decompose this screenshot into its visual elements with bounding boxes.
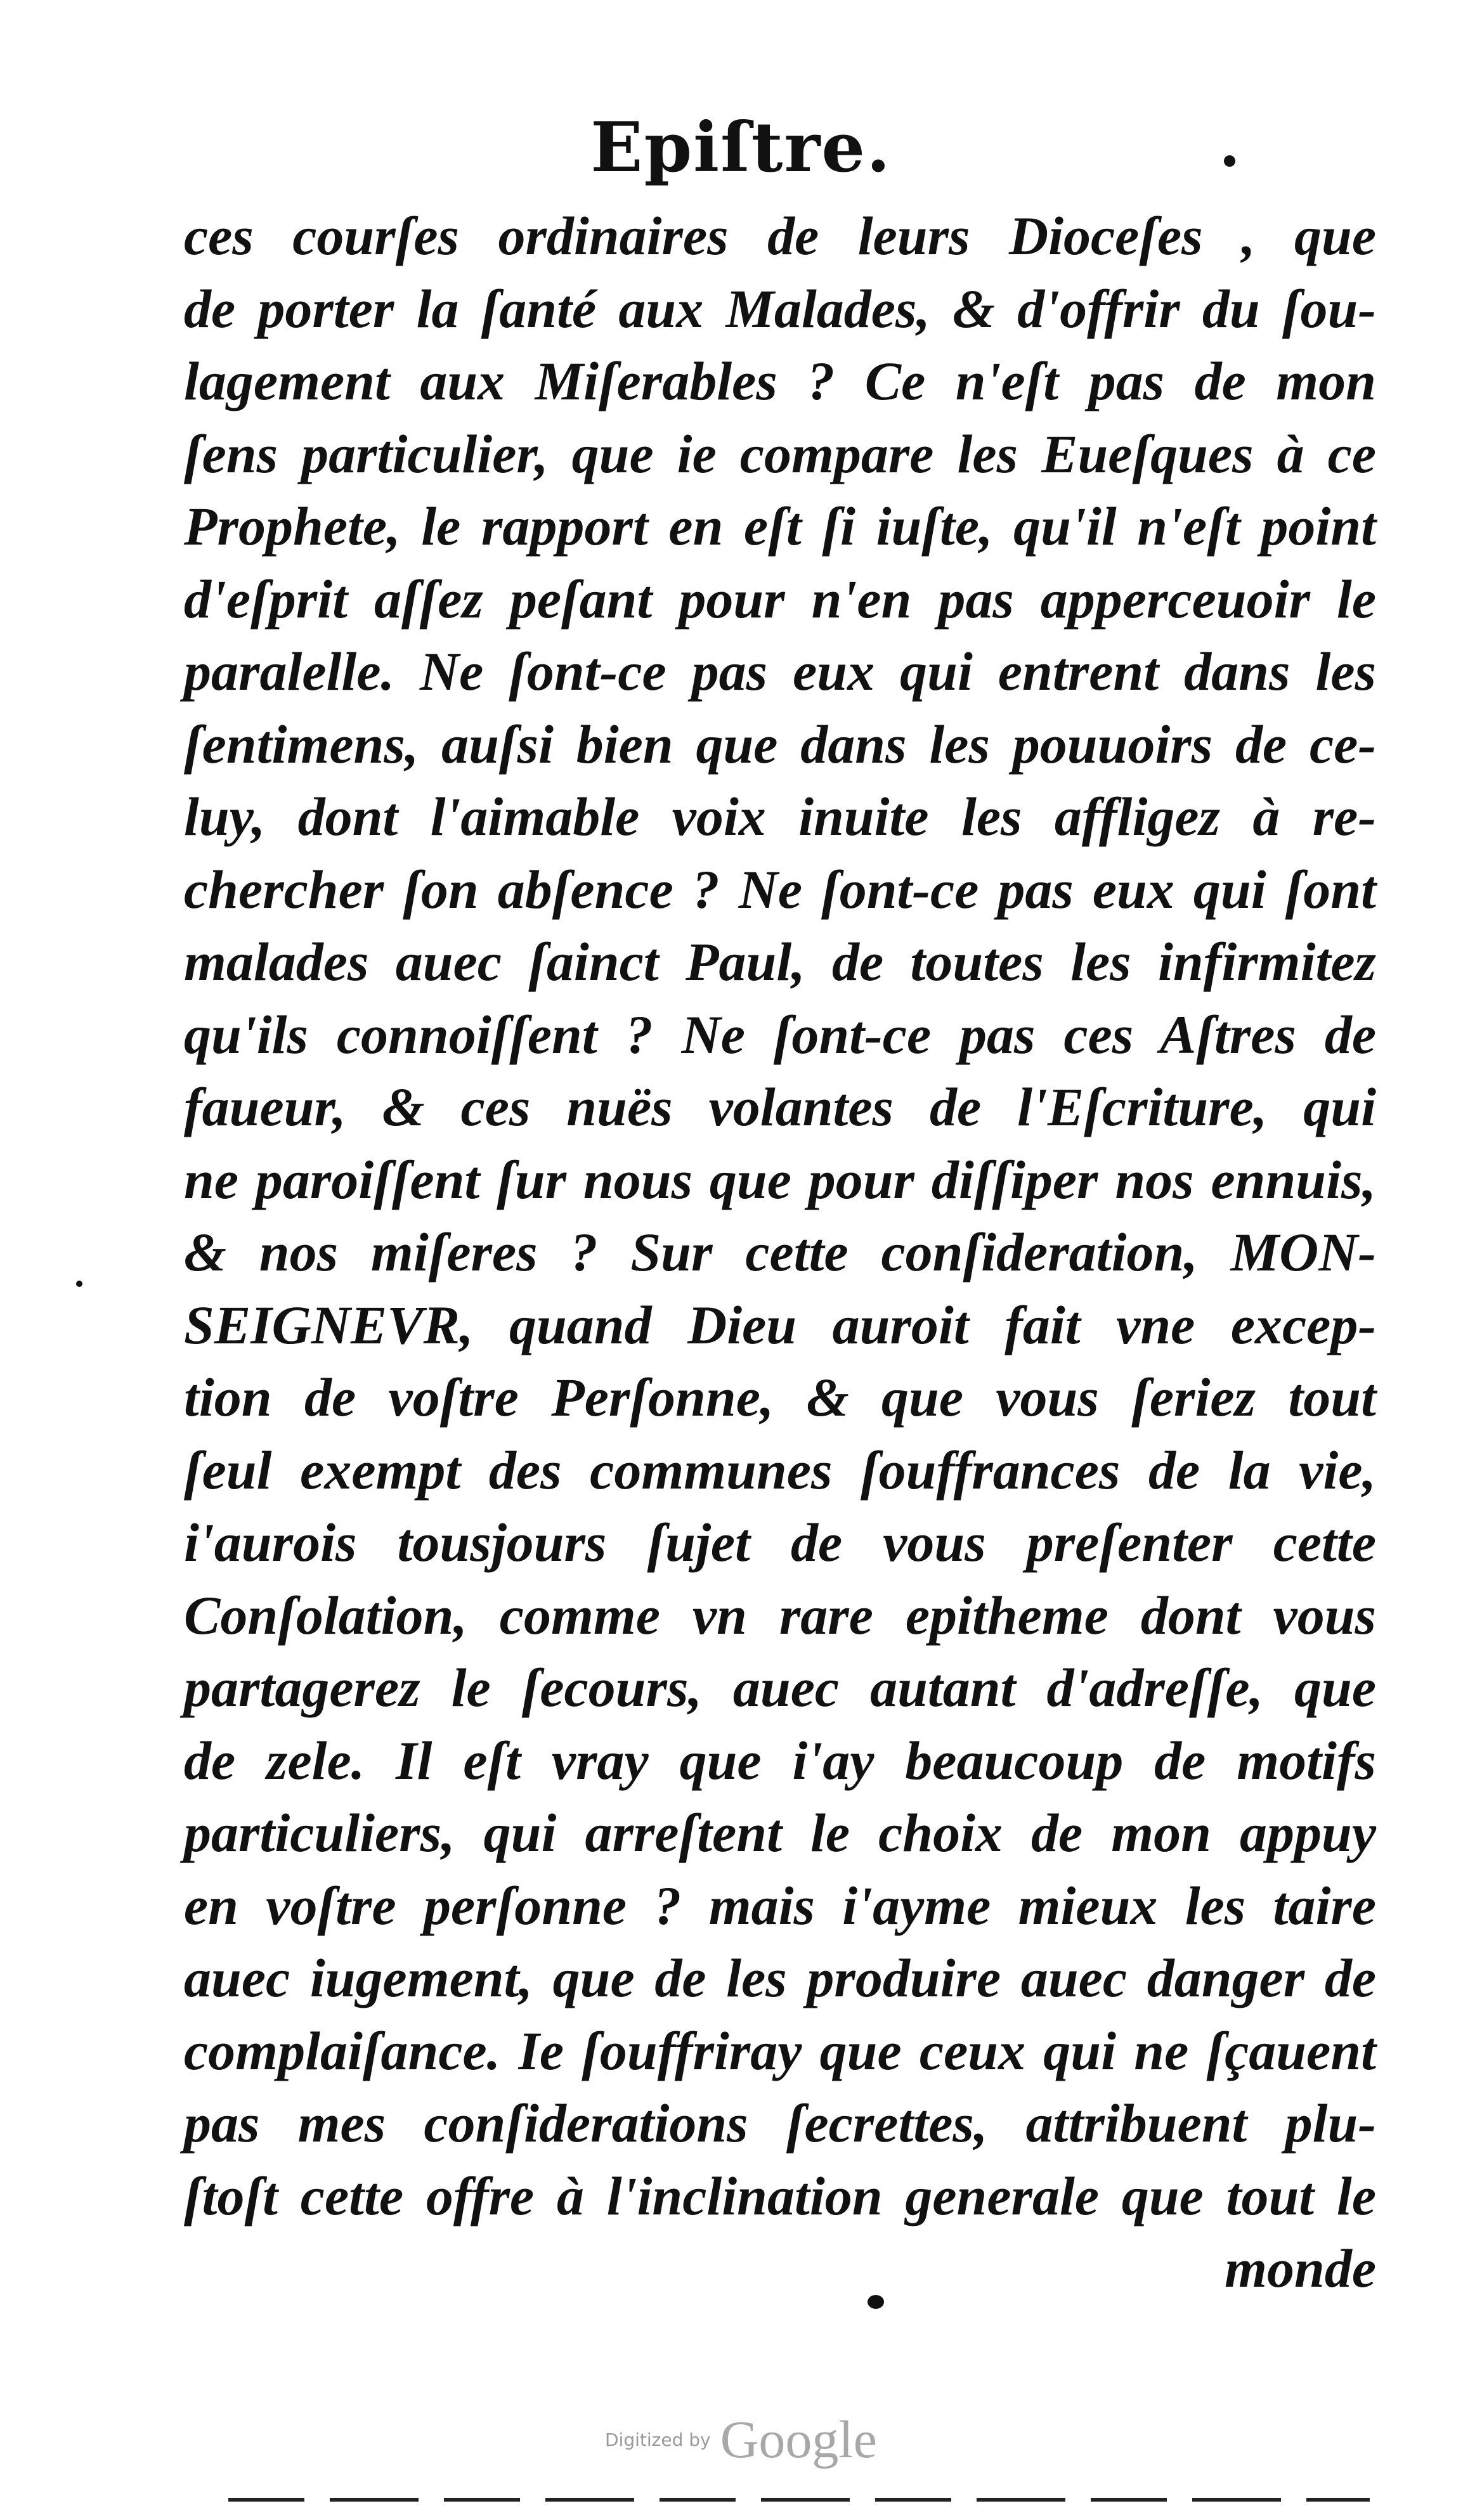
page-title: Epiſtre. (590, 108, 892, 188)
text-line: Conſolation, comme vn rare epitheme dont vous (184, 1584, 1376, 1646)
text-line: d'eſprit aſſez peſant pour n'en pas apperceuoir le (184, 568, 1376, 630)
text-line: luy, dont l'aimable voix inuite les affligez à re- (184, 786, 1376, 847)
text-line: ces courſes ordinaires de leurs Dioceſes , que (184, 205, 1376, 266)
text-line: faueur, & ces nuës volantes de l'Eſcriture, qui (184, 1076, 1376, 1137)
text-line: qu'ils connoiſſent ? Ne ſont-ce pas ces Aſtres de (184, 1004, 1376, 1065)
text-line: partagerez le ſecours, auec autant d'adreſſe, que (184, 1657, 1376, 1718)
text-line: lagement aux Miſerables ? Ce n'eſt pas de mon (184, 351, 1376, 411)
digitized-label: Digitized by (605, 2429, 711, 2450)
ink-speck (76, 1281, 82, 1287)
body-text (184, 200, 1376, 2305)
text-line: ſeul exempt des communes ſouffrances de la vie, (184, 1439, 1376, 1501)
text-line: ſtoſt cette offre à l'inclination generale que tout le (184, 2165, 1376, 2226)
text-line: ſentimens, auſsi bien que dans les pouuoirs de ce- (184, 713, 1376, 775)
ink-speck (868, 2295, 884, 2309)
text-line: de zele. Il eſt vray que i'ay beaucoup de motifs (184, 1729, 1376, 1791)
text-line: malades auec ſainct Paul, de toutes les infirmitez (184, 931, 1376, 992)
text-line: tion de voſtre Perſonne, & que vous ſeriez tout (184, 1367, 1376, 1428)
text-line: paralelle. Ne ſont-ce pas eux qui entrent dans les (184, 641, 1376, 702)
scan-edge-rule (228, 2498, 1370, 2502)
text-line: particuliers, qui arreſtent le choix de mon appuy (184, 1802, 1376, 1863)
ink-speck (1224, 155, 1235, 167)
text-line: SEIGNEVR, quand Dieu auroit fait vne excep- (184, 1294, 1376, 1355)
google-logo: Google (720, 2410, 877, 2469)
text-line: ne paroiſſent ſur nous que pour diſſiper nos ennuis, (184, 1149, 1376, 1210)
text-line: Prophete, le rapport en eſt ſi iuſte, qu'il n'eſt point (184, 496, 1376, 557)
text-line: & nos miſeres ? Sur cette conſideration, MON- (184, 1222, 1376, 1283)
text-line: complaiſance. Ie ſouffriray que ceux qui ne ſçauent (184, 2020, 1376, 2081)
text-line: chercher ſon abſence ? Ne ſont-ce pas eux qui ſont (184, 858, 1376, 920)
text-line: i'aurois tousjours ſujet de vous preſenter cette (184, 1512, 1376, 1573)
text-line: en voſtre perſonne ? mais i'ayme mieux les taire (184, 1875, 1376, 1936)
text-line: de porter la ſanté aux Malades, & d'offrir du ſou- (184, 278, 1376, 339)
text-line: auec iugement, que de les produire auec danger de (184, 1948, 1376, 2008)
digitization-footer (0, 2409, 1482, 2471)
text-line: pas mes conſiderations ſecrettes, attribuent plu- (184, 2093, 1376, 2154)
catchword: monde (1225, 2238, 1376, 2299)
text-line: ſens particulier, que ie compare les Eueſques à ce (184, 423, 1376, 484)
